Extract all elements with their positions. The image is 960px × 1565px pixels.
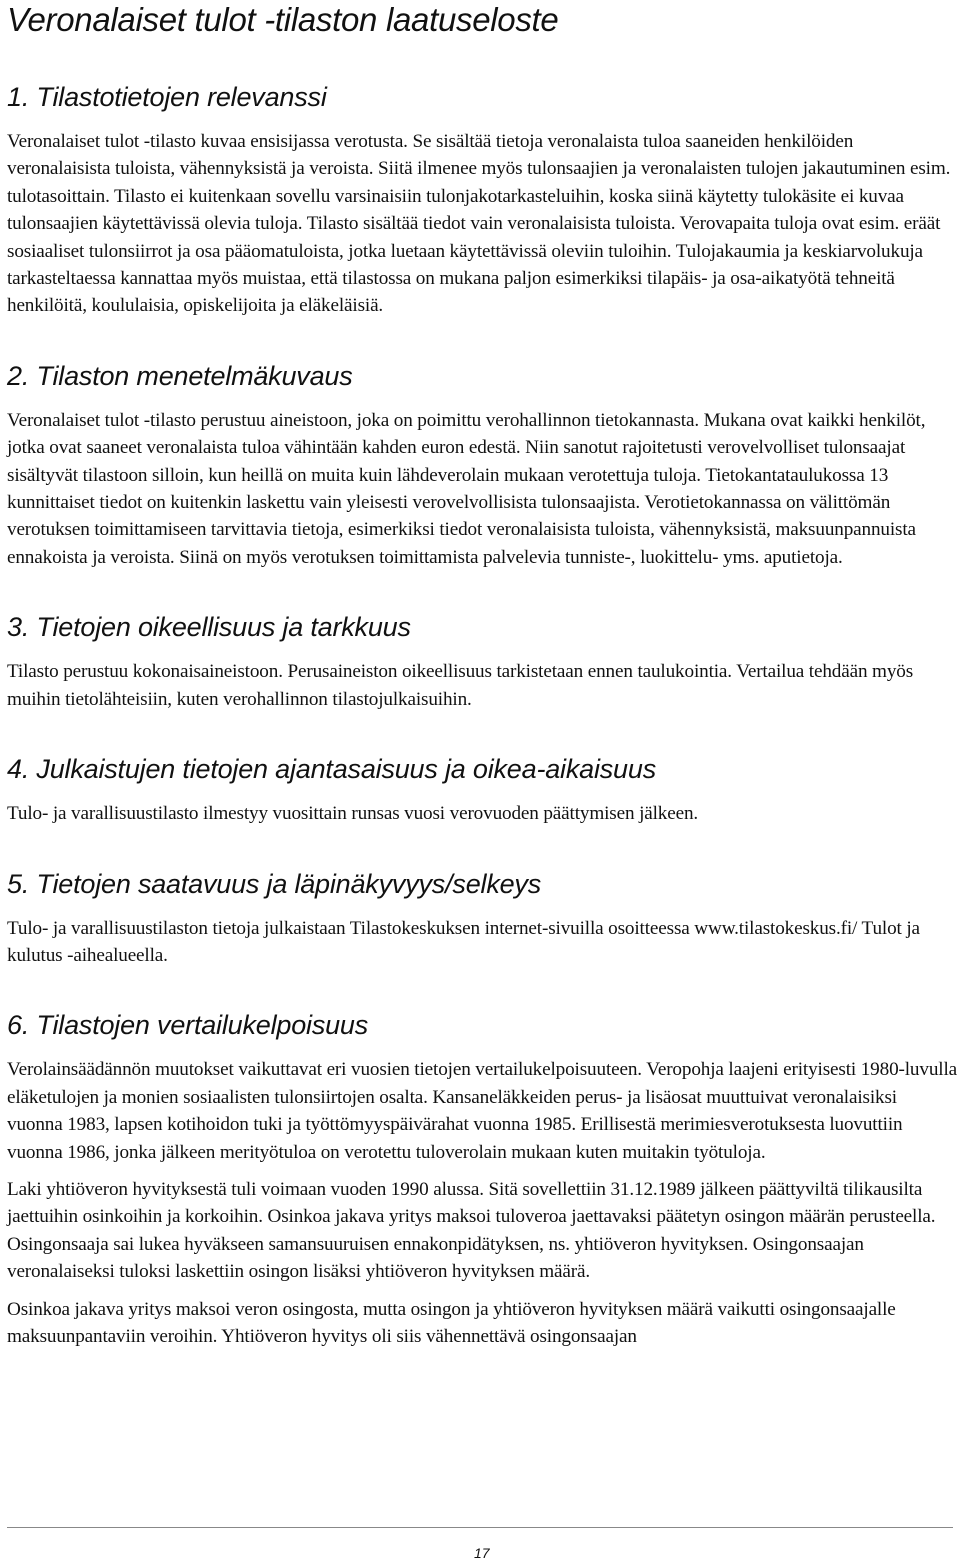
- footer-divider: [7, 1527, 953, 1528]
- section-paragraph: Osinkoa jakava yritys maksoi veron osingosta, mutta osingon ja yhtiöveron hyvityksen määrä vaikutti osingonsaajalle maksuunpantaviin veroihin. Yhtiöveron hyvitys oli siis vähennettävä osingonsaajan: [7, 1298, 896, 1347]
- section-heading-accuracy: 3. Tietojen oikeellisuus ja tarkkuus: [7, 612, 411, 643]
- section-paragraph: Laki yhtiöveron hyvityksestä tuli voimaan vuoden 1990 alussa. Sitä sovellettiin 31.12.1989 jälkeen päättyviltä tilikausilta jaettuihin osinkoihin ja korkoihin. Osinkoa jakava yritys maksoi tuloveroa jaettavaksi päätetyn osingon määrän perusteella. Osingonsaaja sai lukea hyväkseen samansuuruisen ennakonpidätyksen, ns. yhtiöveron hyvityksen. Osingonsaajan veronalaiseksi tuloksi laskettiin osingon lisäksi yhtiöveron hyvityksen määrä.: [7, 1178, 936, 1283]
- section-paragraph: Tilasto perustuu kokonaisaineistoon. Perusaineiston oikeellisuus tarkistetaan ennen taulukointia. Vertailua tehdään myös muihin tietolähteisiin, kuten verohallinnon tilastojulkaisuihin.: [7, 661, 914, 710]
- section-paragraph: Tulo- ja varallisuustilasto ilmestyy vuosittain runsas vuosi verovuoden päättymisen jälkeen.: [7, 803, 699, 825]
- section-heading-relevance: 1. Tilastotietojen relevanssi: [7, 82, 327, 112]
- section-paragraph: Veronalaiset tulot -tilasto kuvaa ensisijassa verotusta. Se sisältää tietoja veronalaista tuloa saaneiden henkilöiden veronalaisista tuloista, vähennyksistä ja veroista. Siitä ilmenee myös tulonsaajien ja veronalaisten tulojen jakautuminen esim. tulotasoittain. Tilasto ei kuitenkaan sovellu varsinaisiin tulonjakotarkasteluihin, koska siinä käytetty tulokäsite ei kuvaa tulonsaajien käytettävissä olevia tuloja. Tilasto sisältää tiedot vain veronalaisista tuloista. Verovapaita tuloja ovat esim. eräät sosiaaliset tulonsiirrot ja osa pääomatuloista, jotka luetaan käytettävissä oleviin tuloihin. Tulojakaumia ja keskiarvolukuja tarkasteltaessa kannattaa myös muistaa, että tilastossa on mukana paljon esimerkiksi tilapäis- ja osa-aikatyötä tehneitä henkilöitä, koululaisia, opiskelijoita ja eläkeläisiä.: [7, 131, 951, 317]
- section-heading-methodology: 2. Tilaston menetelmäkuvaus: [7, 360, 353, 391]
- section-heading-availability: 5. Tietojen saatavuus ja läpinäkyvyys/selkeys: [7, 868, 542, 899]
- section-paragraph: Tulo- ja varallisuustilaston tietoja julkaistaan Tilastokeskuksen internet-sivuilla osoitteessa www.tilastokeskus.fi/ Tulot ja kulutus -aihealueella.: [7, 917, 920, 966]
- section-paragraph: Veronalaiset tulot -tilasto perustuu aineistoon, joka on poimittu verohallinnon tietokannasta. Mukana ovat kaikki henkilöt, jotka ovat saaneet veronalaista tuloa vähintään kahden euron edestä. Niin sanotut rajoitetusti verovelvolliset tulonsaajat sisältyvät tilastoon silloin, kun heillä on muita kuin lähdeverolain mukaan verotettuja tuloja. Tietokantataulukossa 13 kunnittaiset tiedot on kuitenkin laskettu vain yleisesti verovelvollisista tulonsaajista. Verotietokannassa on välittömän verotuksen toimittamiseen tarvittavia tietoja, esimerkiksi tiedot veronalaisista tuloista, vähennyksistä, maksuunpannuista ennakoista ja veroista. Siinä on myös verotuksen toimittamista palvelevia tunniste-, luokittelu- yms. aputietoja.: [7, 409, 926, 568]
- document-page: [7, 0, 957, 1350]
- section-heading-timeliness: 4. Julkaistujen tietojen ajantasaisuus ja oikea-aikaisuus: [7, 754, 656, 785]
- section-paragraph: Verolainsäädännön muutokset vaikuttavat eri vuosien tietojen vertailukelpoisuuteen. Veropohja laajeni erityisesti 1980-luvulla eläketulojen ja monien sosiaalisten tulonsiirtojen osalta. Kansaneläkkeiden perus- ja lisäosat muuttuivat veronalaisiksi vuonna 1983, lapsen kotihoidon tuki ja työttömyyspäivärahat vuonna 1985. Erillisestä merimiesverotuksesta luovuttiin vuonna 1986, jonka jälkeen merityötuloa on verotettu tuloverolain mukaan kuten muitakin työtuloja.: [7, 1059, 957, 1163]
- section-heading-comparability: 6. Tilastojen vertailukelpoisuus: [7, 1010, 369, 1041]
- page-number: 17: [474, 1545, 490, 1561]
- document-title: Veronalaiset tulot -tilaston laatuseloste: [7, 1, 559, 38]
